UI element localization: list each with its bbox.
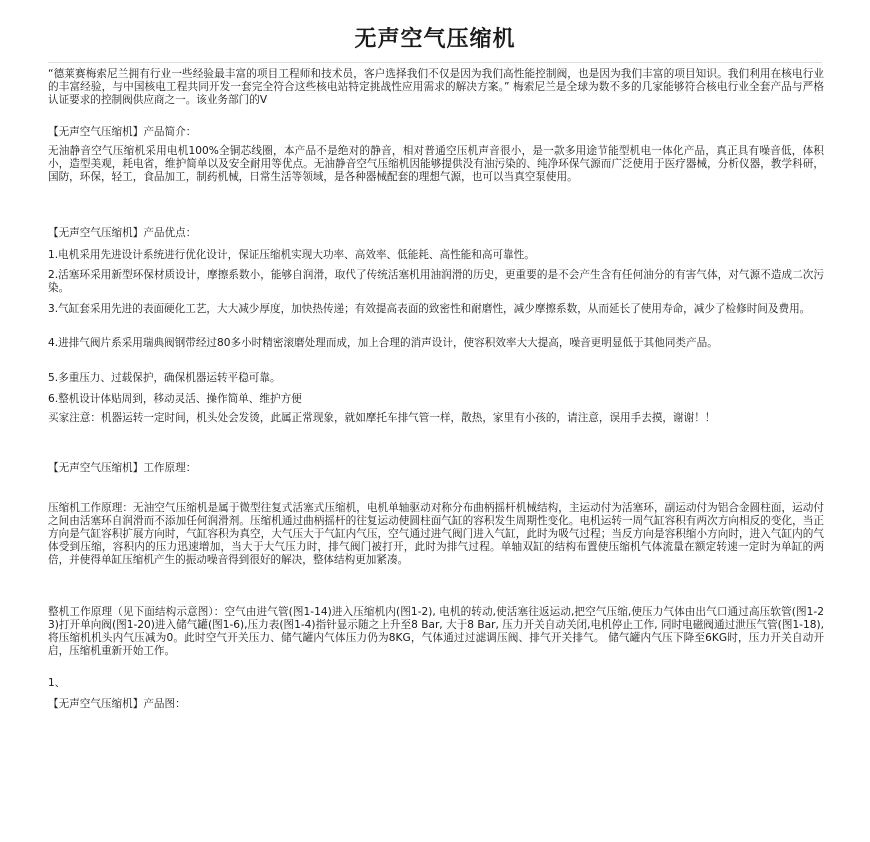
section-heading-intro: 【无声空气压缩机】产品简介： bbox=[48, 126, 197, 138]
advantage-item-3: 3.气缸套采用先进的表面硬化工艺，大大减少厚度，加快热传递；有效提高表面的致密性和耐磨性，减少摩擦系数，从而延长了使用寿命，减少了检修时间及费用。 bbox=[48, 303, 811, 315]
advantage-item-6: 6.整机设计体贴周到，移动灵活、操作简单、维护方便 bbox=[48, 393, 302, 405]
list-number: 1、 bbox=[48, 677, 66, 689]
advantage-item-4: 4.进排气阀片系采用瑞典阀钢带经过80多小时精密滚磨处理而成，加上合理的消声设计，使容积效率大大提高，噪音更明显低于其他同类产品。 bbox=[48, 337, 718, 349]
intro-paragraph: “德莱赛梅索尼兰拥有行业一些经验最丰富的项目工程师和技术员，客户选择我们不仅是因为我们高性能控制阀，也是因为我们丰富的项目知识。我们利用在核电行业的丰富经验，与中国核电工程共同开发一套完全符合这些核电站特定挑战性应用需求的解决方案。” 梅索尼兰是全球为数不多的几家能够符合核电行业全套产品与严格认证要求的控制阀供应商之一。该业务部门的V bbox=[48, 68, 824, 106]
advantage-item-5: 5.多重压力、过载保护，确保机器运转平稳可靠。 bbox=[48, 372, 281, 384]
principle-body-paragraph: 压缩机工作原理：无油空气压缩机是属于微型往复式活塞式压缩机，电机单轴驱动对称分布曲柄摇杆机械结构，主运动付为活塞环，副运动付为铝合金圆柱面，运动付之间由活塞环自润滑而不添加任何润滑剂。压缩机通过曲柄摇杆的往复运动使圆柱面气缸的容积发生周期性变化。电机运转一周气缸容积有两次方向相反的变化，当正方向是气缸容积扩展方向时，气缸容积为真空，大气压大于气缸内气压，空气通过进气阀门进入气缸，此时为吸气过程；当反方向是容积缩小方向时，进入气缸内的气体受到压缩，容积内的压力迅速增加，当大于大气压力时，排气阀门被打开，此时为排气过程。单轴双缸的结构布置使压缩机气体流量在额定转速一定时为单缸的两倍，并使得单缸压缩机产生的振动噪音得到很好的解决，整体结构更加紧凑。 bbox=[48, 502, 824, 566]
intro-body-paragraph: 无油静音空气压缩机采用电机100%全铜芯线圈，本产品不是绝对的静音，相对普通空压机声音很小，是一款多用途节能型机电一体化产品，真正具有噪音低，体积小，造型美观，耗电省，维护简单以及安全耐用等优点。无油静音空气压缩机因能够提供没有油污染的、纯净环保气源而广泛使用于医疗器械，分析仪器，教学科研，国防，环保，轻工，食品加工，制药机械，日常生活等领域，是各种器械配套的理想气源，也可以当真空泵使用。 bbox=[48, 145, 824, 183]
page-title: 无声空气压缩机 bbox=[354, 26, 516, 52]
buyer-notice: 买家注意：机器运转一定时间，机头处会发烫，此属正常现象，就如摩托车排气管一样，散热，家里有小孩的，请注意，误用手去摸，谢谢！！ bbox=[48, 412, 716, 424]
title-divider bbox=[48, 62, 822, 63]
advantage-item-1: 1.电机采用先进设计系统进行优化设计，保证压缩机实现大功率、高效率、低能耗、高性能和高可靠性。 bbox=[48, 249, 535, 261]
advantage-item-2: 2.活塞环采用新型环保材质设计，摩擦系数小，能够自润滑，取代了传统活塞机用油润滑的历史，更重要的是不会产生含有任何油分的有害气体，对气源不造成二次污染。 bbox=[48, 269, 824, 294]
section-heading-principle: 【无声空气压缩机】工作原理： bbox=[48, 462, 197, 474]
machine-principle-paragraph: 整机工作原理（见下面结构示意图）：空气由进气管(图1-14)进入压缩机内(图1-2), 电机的转动,使活塞往返运动,把空气压缩,使压力气体由出气口通过高压软管(图1-23)打开单向阀(图1-20)进入储气罐(图1-6),压力表(图1-4)指针显示随之上升至8 Bar, 大于8 Bar, 压力开关自动关闭,电机停止工作, 同时电磁阀通过泄压气管(图1-18),将压缩机机头内气压减为0。此时空气开关压力、储气罐内气体压力仍为8KG，气体通过过滤调压阀、排气开关排气。 储气罐内气压下降至6KG时，压力开关自动开启，压缩机重新开始工作。 bbox=[48, 606, 824, 657]
section-heading-diagram: 【无声空气压缩机】产品图： bbox=[48, 698, 186, 710]
section-heading-advantages: 【无声空气压缩机】产品优点： bbox=[48, 227, 197, 239]
